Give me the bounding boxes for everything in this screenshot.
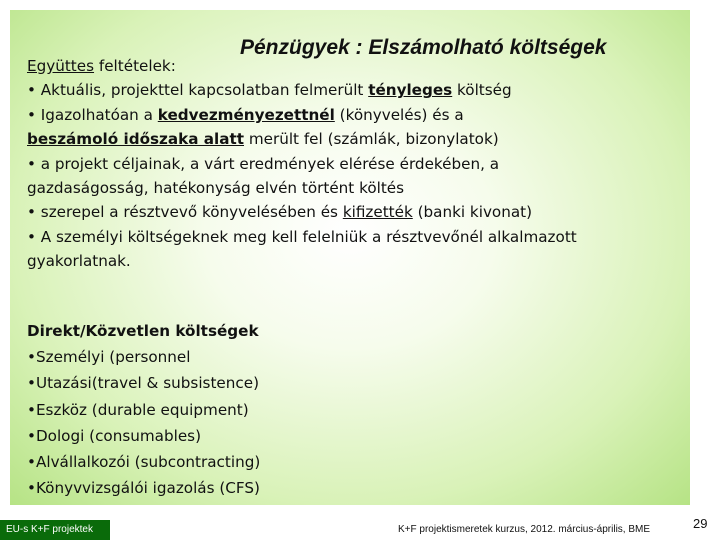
direct-cost-item: •Utazási(travel & subsistence)	[27, 374, 259, 393]
heading-underlined: Együttes	[27, 57, 95, 75]
condition-line	[27, 176, 687, 200]
conditions-heading	[27, 54, 687, 78]
text-part: gazdaságosság, hatékonyság elvén történt költés	[27, 179, 405, 198]
text-part: merült fel (számlák, bizonylatok)	[244, 130, 499, 149]
text-part: • a projekt céljainak, a várt eredmények elérése érdekében, a	[27, 154, 500, 173]
emphasis-text: kifizették	[342, 203, 413, 222]
direct-cost-item: •Könyvvizsgálói igazolás (CFS)	[27, 479, 260, 498]
direct-cost-item: •Személyi (personnel	[27, 348, 191, 367]
direct-cost-item: •Dologi (consumables)	[27, 426, 202, 445]
text-part: • A személyi költségeknek meg kell felelniük a résztvevőnél alkalmazott	[27, 227, 577, 246]
text-part: (banki kivonat)	[412, 203, 533, 222]
text-part: gyakorlatnak.	[27, 252, 131, 271]
direct-costs-heading: Direkt/Közvetlen költségek	[27, 322, 259, 340]
emphasis-text: kedvezményezettnél	[157, 105, 335, 124]
emphasis-text: beszámoló időszaka alatt	[27, 130, 244, 149]
conditions-block	[27, 54, 687, 274]
condition-line	[27, 152, 687, 176]
text-part: (könyvelés) és a	[334, 105, 464, 124]
condition-line	[27, 249, 687, 273]
slide-title: Pénzügyek : Elszámolható költségek	[240, 36, 607, 59]
text-part: költség	[452, 81, 512, 100]
direct-cost-item: •Eszköz (durable equipment)	[27, 400, 249, 419]
page-number: 29	[693, 516, 708, 531]
heading-rest: feltételek:	[94, 57, 176, 75]
text-part: • Igazolhatóan a	[27, 105, 158, 124]
text-part: • Aktuális, projekttel kapcsolatban felmerült	[27, 81, 369, 100]
condition-line	[27, 200, 687, 224]
footer-left-label: EU-s K+F projektek	[0, 520, 110, 540]
text-part: • szerepel a résztvevő könyvelésében és	[27, 203, 343, 222]
emphasis-text: tényleges	[368, 81, 453, 100]
direct-cost-item: •Alvállalkozói (subcontracting)	[27, 453, 261, 472]
condition-line	[27, 103, 687, 127]
direct-costs-block	[27, 318, 667, 501]
condition-line	[27, 127, 687, 151]
condition-line	[27, 78, 687, 102]
condition-line	[27, 225, 687, 249]
footer-right-label: K+F projektismeretek kurzus, 2012. március-április, BME	[392, 520, 674, 540]
